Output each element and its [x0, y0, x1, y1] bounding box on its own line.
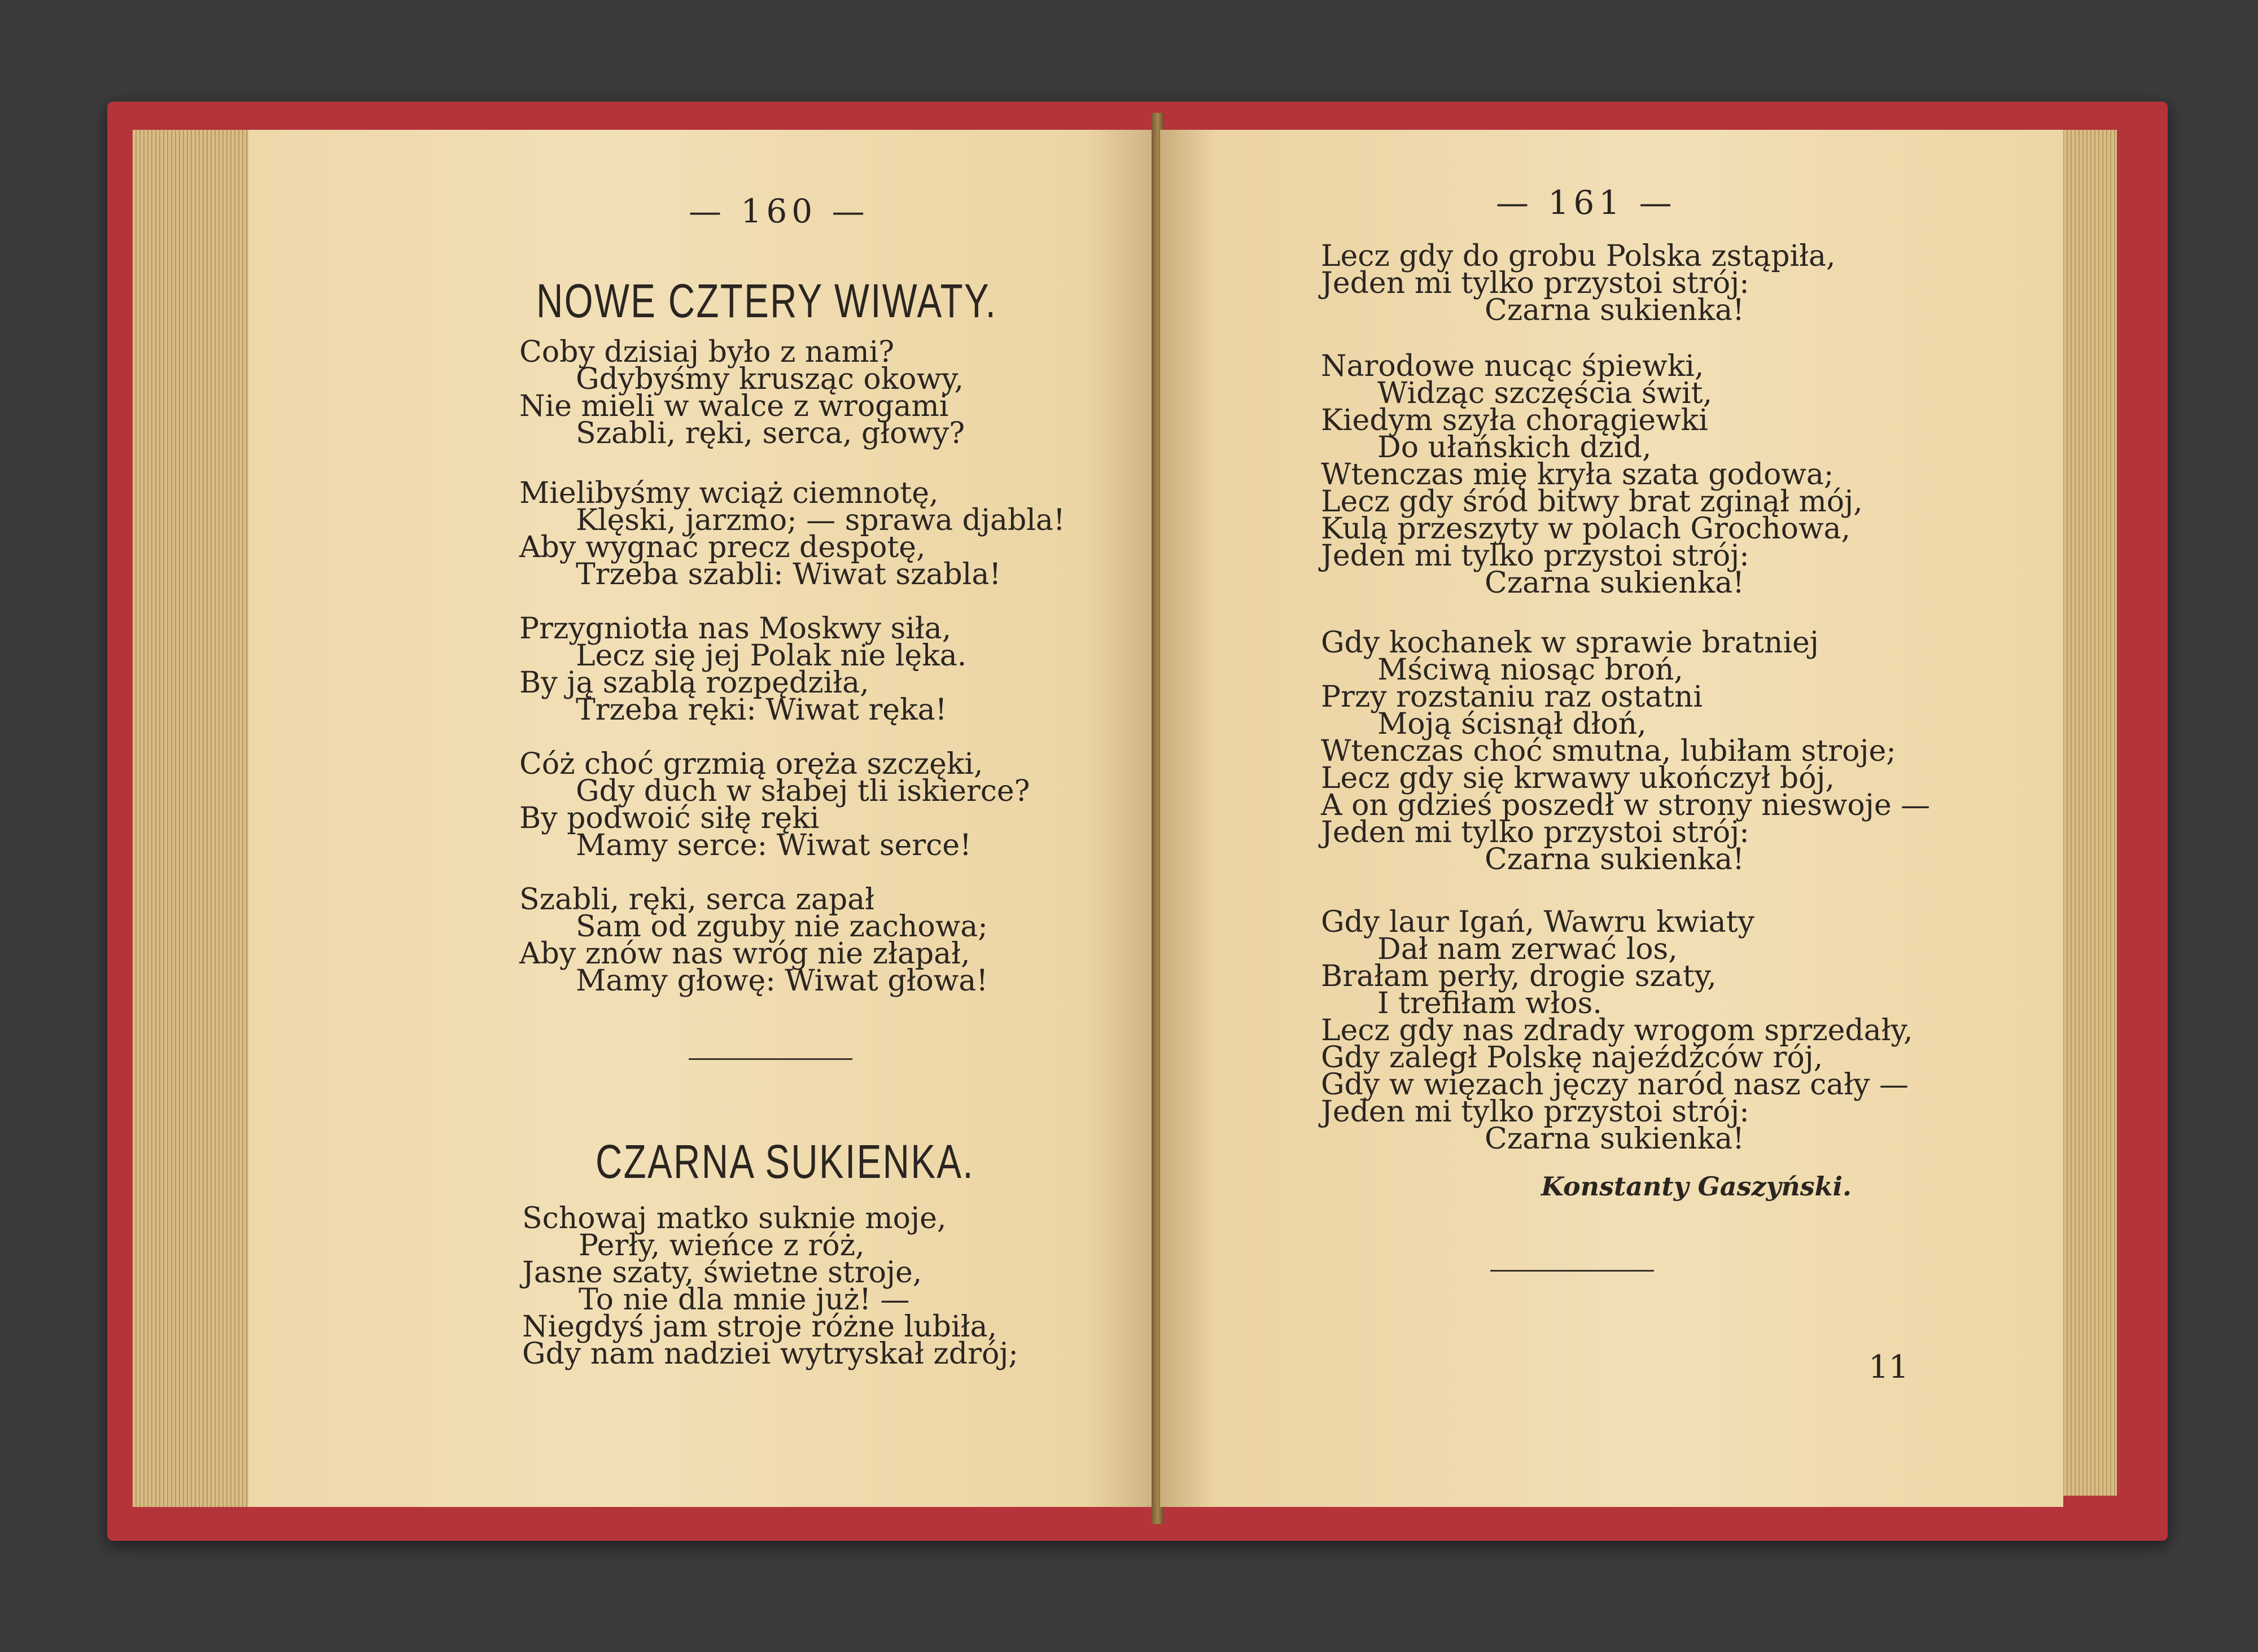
verse-line: Mamy serce: Wiwat serce!: [576, 829, 972, 862]
verse-line: Jeden mi tylko przystoi strój:: [1321, 539, 1749, 573]
section-divider: [1490, 1270, 1654, 1272]
verse-line: Widząc szczęścia świt,: [1377, 376, 1713, 410]
verse-line: Kulą przeszyty w polach Grochowa,: [1321, 512, 1851, 546]
stanza-4: [519, 747, 1030, 862]
verse-line: Lecz gdy do grobu Polska zstąpiła,: [1321, 239, 1836, 273]
page-edges-right: [2055, 130, 2117, 1496]
verse-line: Gdybyśmy krusząc okowy,: [576, 362, 964, 396]
refrain-line: Czarna sukienka!: [1485, 293, 1745, 327]
refrain-line: Czarna sukienka!: [1485, 843, 1745, 877]
right-page: [1160, 130, 2063, 1507]
verse-line: Trzeba ręki: Wiwat ręka!: [576, 693, 947, 727]
verse-line: Cóż choć grzmią oręża szczęki,: [519, 747, 983, 781]
stanza-2: [519, 476, 1065, 591]
verse-line: Szabli, ręki, serca zapał: [519, 883, 874, 917]
stanza-6: [522, 1202, 1018, 1371]
left-page: [248, 130, 1157, 1507]
author-signature: Konstanty Gaszyński.: [1541, 1171, 1852, 1202]
verse-line: By ją szablą rozpędziła,: [519, 666, 869, 700]
verse-line: Jasne szaty, świetne stroje,: [522, 1256, 922, 1290]
verse-line: Jeden mi tylko przystoi strój:: [1321, 266, 1749, 300]
page-number-161: — 161 —: [1496, 183, 1677, 222]
refrain-line: Czarna sukienka!: [1485, 1122, 1745, 1156]
verse-line: Mściwą niosąc broń,: [1377, 653, 1683, 687]
verse-line: Gdy laur Igań, Wawru kwiaty: [1321, 905, 1754, 939]
verse-line: Klęski, jarzmo; — sprawa djabla!: [576, 503, 1065, 537]
verse-line: Lecz gdy się krwawy ukończył bój,: [1321, 761, 1835, 795]
verse-line: Coby dzisiaj było z nami?: [519, 335, 895, 369]
verse-line: Gdy kochanek w sprawie bratniej: [1321, 626, 1819, 660]
verse-line: Brałam perły, drogie szaty,: [1321, 959, 1717, 993]
verse-line: Moją ścisnął dłoń,: [1377, 707, 1647, 741]
stanza-r4: [1321, 905, 1913, 1156]
verse-line: Lecz się jej Polak nie lęka.: [576, 639, 967, 673]
section-divider: [689, 1058, 852, 1060]
stanza-1: [519, 335, 965, 450]
stanza-3: [519, 612, 967, 727]
verse-line: Niegdyś jam stroje różne lubiła,: [522, 1310, 997, 1344]
verse-line: Sam od zguby nie zachowa;: [576, 910, 988, 944]
page-number-160: — 160 —: [689, 192, 869, 230]
verse-line: Wtenczas mię kryła szata godowa;: [1321, 458, 1834, 492]
stanza-5: [519, 883, 988, 998]
verse-line: Jeden mi tylko przystoi strój:: [1321, 1095, 1749, 1129]
stanza-r2: [1321, 349, 1863, 600]
refrain-line: Czarna sukienka!: [1485, 566, 1745, 600]
verse-line: Przygniotła nas Moskwy siła,: [519, 612, 952, 646]
verse-line: Kiedym szyła chorągiewki: [1321, 404, 1708, 437]
verse-line: Schowaj matko suknie moje,: [522, 1202, 947, 1235]
verse-line: Aby znów nas wróg nie złapał,: [519, 937, 970, 971]
verse-line: By podwoić siłę ręki: [519, 801, 820, 835]
poem-title-nowe-cztery-wiwaty: NOWE CZTERY WIWATY.: [536, 274, 997, 327]
verse-line: Nie mieli w walce z wrogami: [519, 389, 949, 423]
verse-line: Gdy w więzach jęczy naród nasz cały —: [1321, 1068, 1909, 1102]
page-edges-left: [133, 130, 262, 1507]
verse-line: To nie dla mnie już! —: [579, 1283, 910, 1317]
verse-line: Mielibyśmy wciąż ciemnotę,: [519, 476, 939, 510]
verse-line: Mamy głowę: Wiwat głowa!: [576, 964, 988, 998]
stanza-r3: [1321, 626, 1931, 877]
verse-line: Do ułańskich dzid,: [1377, 431, 1652, 465]
verse-line: A on gdzieś poszedł w strony nieswoje —: [1321, 788, 1931, 822]
verse-line: Lecz gdy nas zdrady wrogom sprzedały,: [1321, 1014, 1913, 1048]
verse-line: Lecz gdy śród bitwy brat zginął mój,: [1321, 485, 1863, 519]
verse-line: Wtenczas choć smutna, lubiłam stroje;: [1321, 734, 1896, 768]
verse-line: Narodowe nucąc śpiewki,: [1321, 349, 1704, 383]
verse-line: Aby wygnać precz despotę,: [519, 531, 926, 564]
poem-title-czarna-sukienka: CZARNA SUKIENKA.: [596, 1135, 974, 1188]
verse-line: Gdy nam nadziei wytryskał zdrój;: [522, 1337, 1018, 1371]
stanza-r1: [1321, 239, 1836, 327]
verse-line: Szabli, ręki, serca, głowy?: [576, 417, 965, 450]
printer-signature-mark: 11: [1868, 1349, 1909, 1386]
verse-line: Przy rozstaniu raz ostatni: [1321, 680, 1703, 714]
verse-line: Trzeba szabli: Wiwat szabla!: [576, 558, 1001, 591]
verse-line: Gdy duch w słabej tli iskierce?: [576, 774, 1030, 808]
verse-line: Gdy zaległ Polskę najeźdźców rój,: [1321, 1041, 1823, 1075]
verse-line: I trefiłam włos.: [1377, 987, 1602, 1020]
verse-line: Jeden mi tylko przystoi strój:: [1321, 816, 1749, 849]
verse-line: Dał nam zerwać los,: [1377, 932, 1678, 966]
verse-line: Perły, wieńce z róż,: [579, 1229, 865, 1263]
